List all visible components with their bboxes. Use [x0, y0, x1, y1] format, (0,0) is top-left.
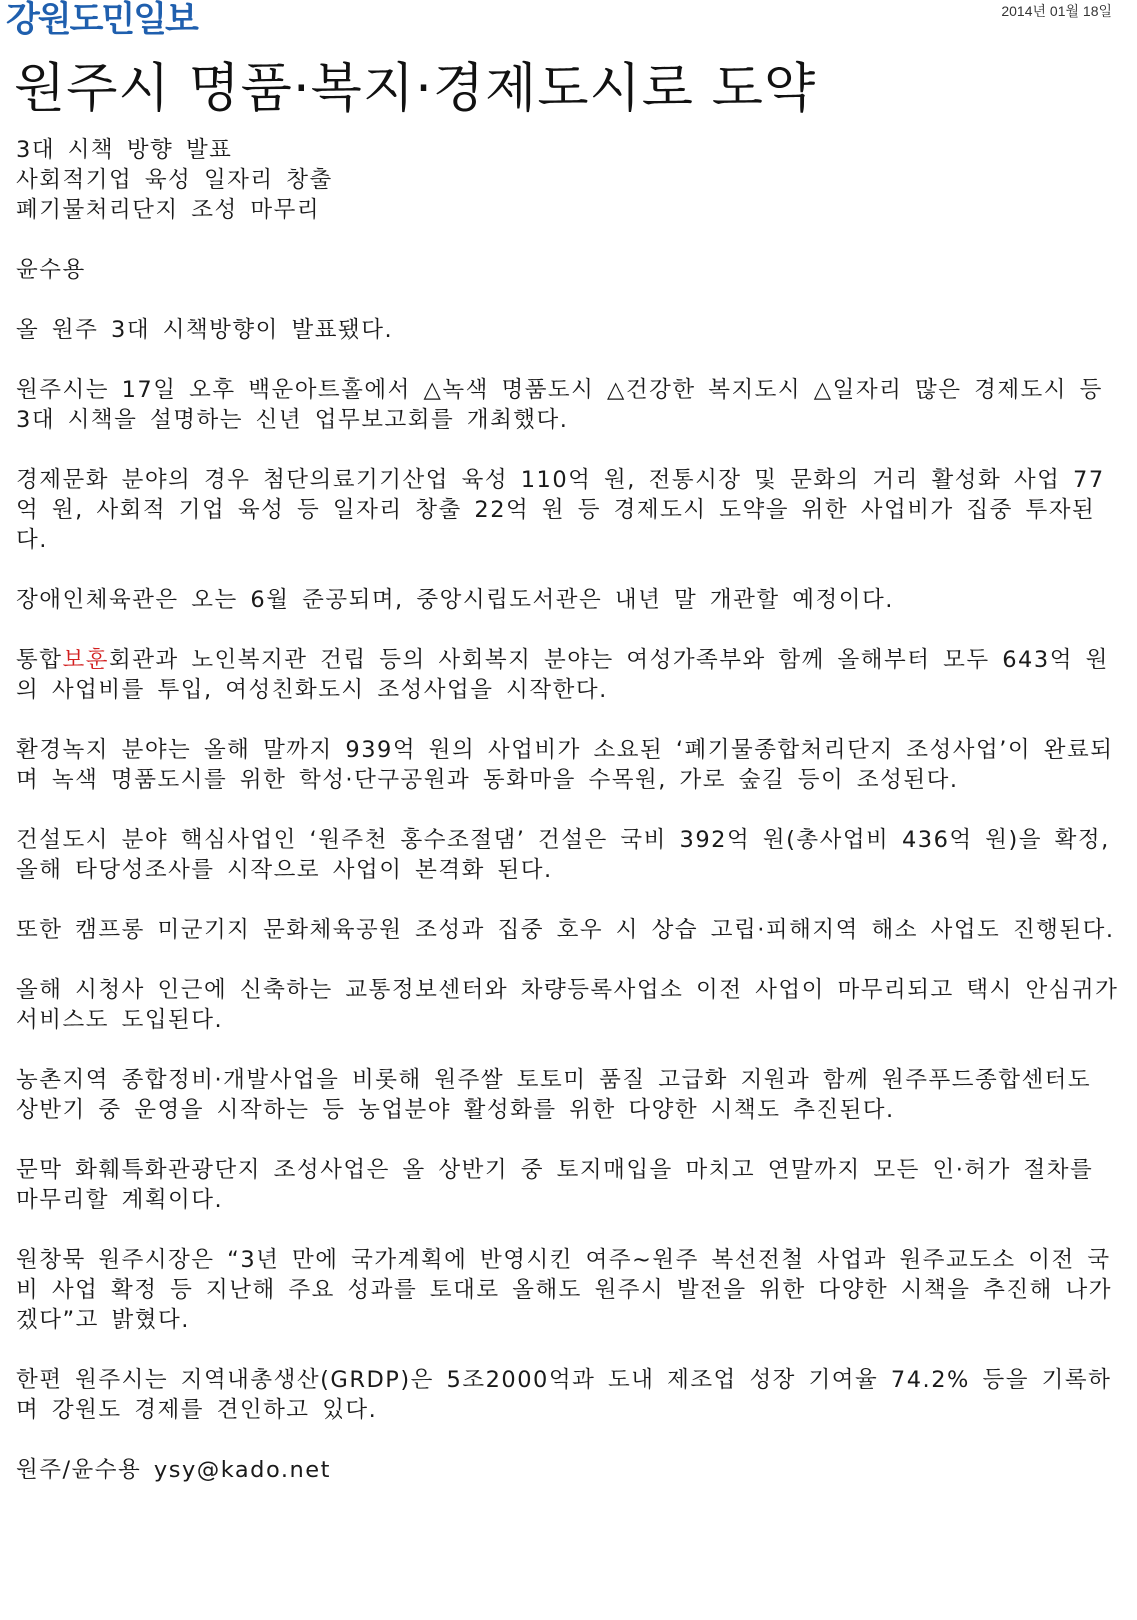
article-body	[16, 135, 1122, 1515]
paragraph: 올해 시청사 인근에 신축하는 교통정보센터와 차량등록사업소 이전 사업이 마무리되고 택시 안심귀가 서비스도 도입된다.	[16, 977, 1119, 1033]
paragraph: 장애인체육관은 오는 6월 준공되며, 중앙시립도서관은 내년 말 개관할 예정이다.	[16, 587, 894, 613]
paragraph-text: 통합	[16, 647, 63, 673]
paragraph: 또한 캠프롱 미군기지 문화체육공원 조성과 집중 호우 시 상습 고립·피해지역 해소 사업도 진행된다.	[16, 917, 1115, 943]
paragraph: 문막 화훼특화관광단지 조성사업은 올 상반기 중 토지매입을 마치고 연말까지 모든 인·허가 절차를 마무리할 계획이다.	[16, 1157, 1094, 1213]
newspaper-logo: 강원도민일보	[6, 0, 197, 40]
publish-date: 2014년 01월 18일	[1001, 3, 1112, 19]
article-byline: 윤수용	[16, 257, 86, 283]
paragraph: 농촌지역 종합정비·개발사업을 비롯해 원주쌀 토토미 품질 고급화 지원과 함께 원주푸드종합센터도 상반기 중 운영을 시작하는 등 농업분야 활성화를 위한 다양한 시책도 추진된다.	[16, 1067, 1092, 1123]
paragraph: 경제문화 분야의 경우 첨단의료기기산업 육성 110억 원, 전통시장 및 문화의 거리 활성화 사업 77억 원, 사회적 기업 육성 등 일자리 창출 22억 원 등 경제도시 도약을 위한 사업비가 집중 투자된다.	[16, 467, 1105, 553]
subhead-line: 3대 시책 방향 발표	[16, 137, 233, 163]
paragraph: 원창묵 원주시장은 “3년 만에 국가계획에 반영시킨 여주~원주 복선전철 사업과 원주교도소 이전 국비 사업 확정 등 지난해 주요 성과를 토대로 올해도 원주시 발전을 위한 다양한 시책을 추진해 나가겠다”고 밝혔다.	[16, 1247, 1112, 1333]
reporter-signature: 원주/윤수용 ysy@kado.net	[16, 1457, 331, 1483]
paragraph	[16, 645, 1122, 705]
article-subheads	[16, 135, 1122, 225]
paragraph-text: 회관과 노인복지관 건립 등의 사회복지 분야는 여성가족부와 함께 올해부터 모두 643억 원의 사업비를 투입, 여성친화도시 조성사업을 시작한다.	[16, 647, 1109, 703]
subhead-line: 폐기물처리단지 조성 마무리	[16, 197, 321, 223]
paragraph: 건설도시 분야 핵심사업인 ‘원주천 홍수조절댐’ 건설은 국비 392억 원(총사업비 436억 원)을 확정, 올해 타당성조사를 시작으로 사업이 본격화 된다.	[16, 827, 1110, 883]
highlighted-term: 보훈	[62, 647, 109, 673]
article-headline: 원주시 명품·복지·경제도시로 도약	[14, 58, 817, 119]
paragraph: 올 원주 3대 시책방향이 발표됐다.	[16, 317, 394, 343]
paragraph: 한편 원주시는 지역내총생산(GRDP)은 5조2000억과 도내 제조업 성장 기여율 74.2% 등을 기록하며 강원도 경제를 견인하고 있다.	[16, 1367, 1112, 1423]
paragraph: 환경녹지 분야는 올해 말까지 939억 원의 사업비가 소요된 ‘폐기물종합처리단지 조성사업’이 완료되며 녹색 명품도시를 위한 학성·단구공원과 동화마을 수목원, 가로 숲길 등이 조성된다.	[16, 737, 1114, 793]
paragraph: 원주시는 17일 오후 백운아트홀에서 △녹색 명품도시 △건강한 복지도시 △일자리 많은 경제도시 등 3대 시책을 설명하는 신년 업무보고회를 개최했다.	[16, 377, 1103, 433]
subhead-line: 사회적기업 육성 일자리 창출	[16, 167, 333, 193]
